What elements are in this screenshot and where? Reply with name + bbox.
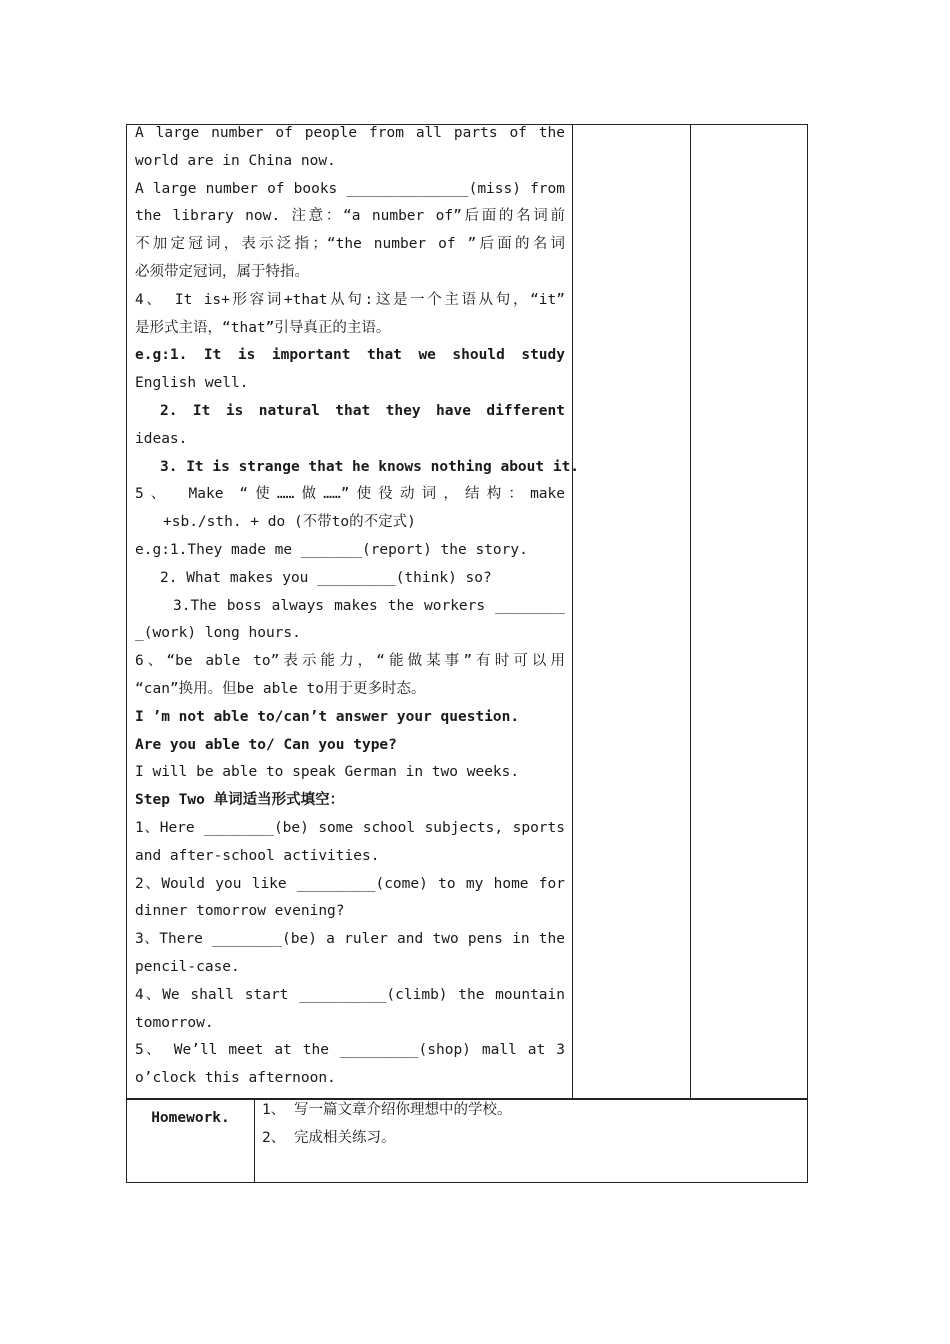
homework-item: 1、 写一篇文章介绍你理想中的学校。: [262, 1102, 512, 1118]
text-line: world are in China now.: [135, 152, 336, 169]
text-line: 是形式主语，“that”引导真正的主语。: [135, 319, 391, 336]
example-line: 3. It is strange that he knows nothing about it.: [160, 458, 580, 475]
column-divider-2: [690, 124, 691, 1099]
exercise-line: 2、Would you like _________(come) to my home for: [135, 875, 565, 892]
text-line: 3.The boss always makes the workers ________: [173, 597, 565, 614]
text-line: 6、“be able to”表示能力，“能做某事”有时可以用: [135, 653, 565, 670]
homework-divider: [254, 1098, 255, 1182]
main-cell-content: [135, 120, 580, 1093]
text-line: ideas.: [135, 430, 188, 447]
example-line: Are you able to/ Can you type?: [135, 736, 397, 753]
example-line: e.g:1. It is important that we should study: [135, 347, 565, 364]
text-line: A large number of people from all parts of the: [135, 125, 565, 141]
exercise-line: 4、We shall start __________(climb) the mountain: [135, 986, 565, 1003]
text-line: 2. What makes you _________(think) so?: [160, 569, 492, 586]
exercise-line: and after-school activities.: [135, 847, 380, 864]
text-line: +sb./sth. + do (不带to的不定式): [163, 514, 416, 531]
exercise-line: pencil-case.: [135, 958, 240, 975]
text-line: 5、 Make “使……做……”使役动词，结构：make: [135, 486, 565, 503]
text-line: A large number of books ______________(miss) from: [135, 180, 565, 197]
example-line: 2. It is natural that they have different: [160, 402, 565, 419]
exercise-line: 1、Here ________(be) some school subjects, sports: [135, 819, 565, 836]
text-line: _(work) long hours.: [135, 625, 301, 642]
text-line: e.g:1.They made me _______(report) the story.: [135, 541, 528, 558]
text-line: 必须带定冠词，属于特指。: [135, 263, 309, 280]
text-line: “can”换用。但be able to用于更多时态。: [135, 680, 426, 697]
text-line: 4、 It is+形容词+that从句:这是一个主语从句，“it”: [135, 291, 565, 308]
text-line: English well.: [135, 375, 249, 392]
exercise-line: 3、There ________(be) a ruler and two pens in the: [135, 931, 565, 948]
exercise-line: dinner tomorrow evening?: [135, 903, 345, 920]
step-heading: Step Two 单词适当形式填空：: [135, 792, 345, 809]
exercise-line: o’clock this afternoon.: [135, 1070, 336, 1087]
homework-title: Homework.: [151, 1110, 230, 1126]
column-divider-1: [572, 124, 573, 1099]
exercise-line: 5、 We’ll meet at the _________(shop) mall at 3: [135, 1042, 565, 1059]
text-line: the library now. 注意：“a number of”后面的名词前: [135, 208, 565, 225]
exercise-line: tomorrow.: [135, 1014, 214, 1031]
text-line: 不加定冠词，表示泛指；“the number of ”后面的名词: [135, 236, 565, 253]
text-line: I will be able to speak German in two weeks.: [135, 764, 520, 781]
example-line: I ’m not able to/can’t answer your question.: [135, 708, 520, 725]
homework-item: 2、 完成相关练习。: [262, 1130, 396, 1146]
